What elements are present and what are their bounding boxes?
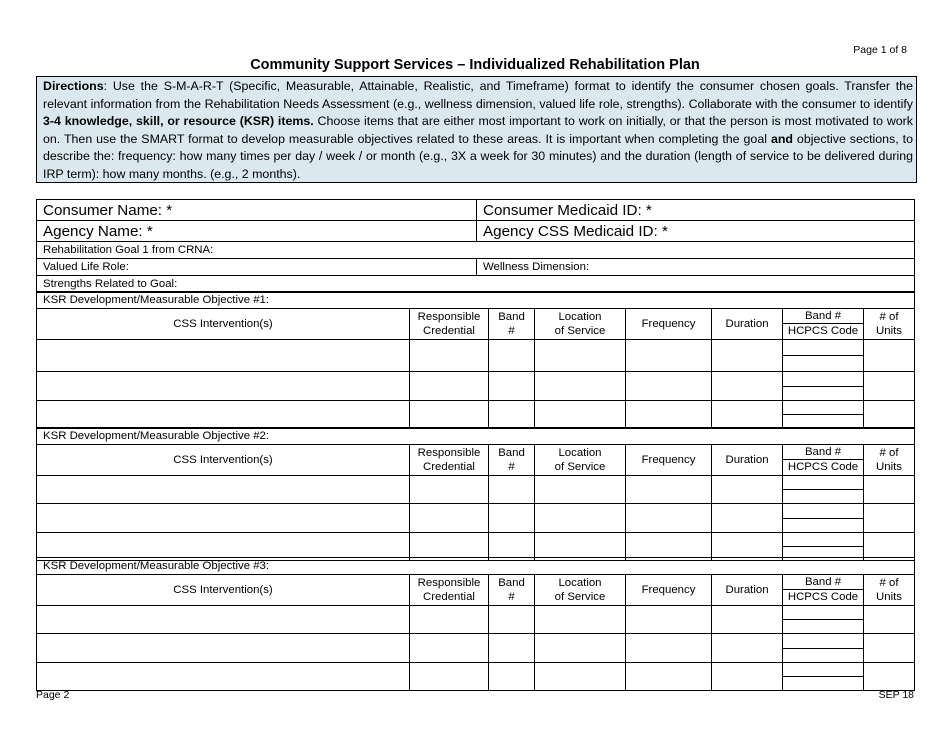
consumer-name-field[interactable]: Consumer Name: * bbox=[37, 200, 477, 221]
table-cell[interactable] bbox=[535, 372, 626, 401]
table-cell[interactable] bbox=[489, 401, 535, 429]
band-hcpcs-cell[interactable] bbox=[783, 476, 864, 504]
valued-life-role-field[interactable]: Valued Life Role: bbox=[37, 259, 477, 276]
table-cell[interactable] bbox=[410, 634, 489, 663]
col-units: # of Units bbox=[864, 575, 915, 606]
table-cell[interactable] bbox=[712, 476, 783, 504]
col-band-hcpcs: Band # HCPCS Code bbox=[783, 445, 864, 476]
table-cell[interactable] bbox=[712, 340, 783, 372]
table-cell[interactable] bbox=[489, 504, 535, 533]
col-band-hcpcs: Band # HCPCS Code bbox=[783, 575, 864, 606]
band-hcpcs-cell[interactable] bbox=[783, 504, 864, 533]
directions-label: Directions bbox=[43, 79, 104, 93]
agency-name-field[interactable]: Agency Name: * bbox=[37, 221, 477, 242]
table-cell[interactable] bbox=[489, 372, 535, 401]
strengths-field[interactable]: Strengths Related to Goal: bbox=[37, 276, 915, 293]
band-hcpcs-cell[interactable] bbox=[783, 663, 864, 691]
table-cell[interactable] bbox=[37, 504, 410, 533]
table-cell[interactable] bbox=[712, 634, 783, 663]
table-cell[interactable] bbox=[535, 476, 626, 504]
col-frequency: Frequency bbox=[626, 575, 712, 606]
table-cell[interactable] bbox=[37, 663, 410, 691]
col-css-interventions: CSS Intervention(s) bbox=[37, 309, 410, 340]
table-cell[interactable] bbox=[626, 606, 712, 634]
table-cell[interactable] bbox=[535, 634, 626, 663]
col-band: Band # bbox=[489, 309, 535, 340]
objective-label[interactable]: KSR Development/Measurable Objective #2: bbox=[37, 428, 915, 445]
table-cell[interactable] bbox=[410, 504, 489, 533]
page-number: Page 1 of 8 bbox=[853, 44, 907, 56]
table-cell[interactable] bbox=[712, 504, 783, 533]
directions-bold-ksr: 3-4 knowledge, skill, or resource (KSR) items. bbox=[43, 114, 314, 129]
table-cell[interactable] bbox=[489, 340, 535, 372]
table-cell[interactable] bbox=[410, 340, 489, 372]
col-location: Location of Service bbox=[535, 309, 626, 340]
table-cell[interactable] bbox=[535, 606, 626, 634]
col-band: Band # bbox=[489, 445, 535, 476]
table-cell[interactable] bbox=[626, 476, 712, 504]
table-cell[interactable] bbox=[489, 476, 535, 504]
table-cell[interactable] bbox=[410, 401, 489, 429]
consumer-info-table bbox=[36, 199, 915, 293]
table-cell[interactable] bbox=[410, 663, 489, 691]
col-css-interventions: CSS Intervention(s) bbox=[37, 575, 410, 606]
table-cell[interactable] bbox=[626, 504, 712, 533]
table-cell[interactable] bbox=[37, 606, 410, 634]
table-cell[interactable] bbox=[535, 401, 626, 429]
table-cell[interactable] bbox=[489, 634, 535, 663]
table-cell[interactable] bbox=[37, 634, 410, 663]
page-title: Community Support Services – Individualized Rehabilitation Plan bbox=[250, 57, 700, 73]
table-cell[interactable] bbox=[864, 504, 915, 533]
table-cell[interactable] bbox=[864, 663, 915, 691]
col-band-hcpcs: Band # HCPCS Code bbox=[783, 309, 864, 340]
table-cell[interactable] bbox=[712, 663, 783, 691]
objective-label[interactable]: KSR Development/Measurable Objective #3: bbox=[37, 558, 915, 575]
col-duration: Duration bbox=[712, 575, 783, 606]
table-cell[interactable] bbox=[864, 476, 915, 504]
table-cell[interactable] bbox=[410, 372, 489, 401]
table-cell[interactable] bbox=[489, 606, 535, 634]
objective-label[interactable]: KSR Development/Measurable Objective #1: bbox=[37, 292, 915, 309]
objective-table bbox=[36, 291, 915, 429]
table-cell[interactable] bbox=[712, 606, 783, 634]
directions-text-1: : Use the S-M-A-R-T (Specific, Measurable, Attainable, Realistic, and Timeframe) format to identify the consumer chosen goals. Transfer the relevant information from the Rehabilitation Needs Assessment (e.g., wellness dimension, valued life role, strengths). Collaborate with the consumer to identify bbox=[43, 79, 913, 111]
table-cell[interactable] bbox=[712, 372, 783, 401]
col-units: # of Units bbox=[864, 309, 915, 340]
col-responsible-credential: Responsible Credential bbox=[410, 445, 489, 476]
band-hcpcs-cell[interactable] bbox=[783, 401, 864, 429]
rehab-goal-field[interactable]: Rehabilitation Goal 1 from CRNA: bbox=[37, 242, 915, 259]
table-cell[interactable] bbox=[864, 606, 915, 634]
col-frequency: Frequency bbox=[626, 309, 712, 340]
table-cell[interactable] bbox=[37, 476, 410, 504]
objective-table bbox=[36, 557, 915, 691]
col-location: Location of Service bbox=[535, 445, 626, 476]
agency-css-medicaid-field[interactable]: Agency CSS Medicaid ID: * bbox=[477, 221, 915, 242]
table-cell[interactable] bbox=[626, 401, 712, 429]
wellness-dimension-field[interactable]: Wellness Dimension: bbox=[477, 259, 915, 276]
col-units: # of Units bbox=[864, 445, 915, 476]
table-cell[interactable] bbox=[712, 401, 783, 429]
table-cell[interactable] bbox=[864, 340, 915, 372]
col-duration: Duration bbox=[712, 309, 783, 340]
consumer-medicaid-field[interactable]: Consumer Medicaid ID: * bbox=[477, 200, 915, 221]
table-cell[interactable] bbox=[37, 340, 410, 372]
band-hcpcs-cell[interactable] bbox=[783, 340, 864, 372]
col-location: Location of Service bbox=[535, 575, 626, 606]
band-hcpcs-cell[interactable] bbox=[783, 372, 864, 401]
table-cell[interactable] bbox=[535, 340, 626, 372]
table-cell[interactable] bbox=[626, 634, 712, 663]
col-css-interventions: CSS Intervention(s) bbox=[37, 445, 410, 476]
band-hcpcs-cell[interactable] bbox=[783, 606, 864, 634]
col-band: Band # bbox=[489, 575, 535, 606]
col-duration: Duration bbox=[712, 445, 783, 476]
directions-text-2: Choose items that are either most important to work on initially, or that the person is most motivated to work on. Then use the SMART format to develop measurable objectives related to these areas. It is important when completing the goal bbox=[43, 114, 914, 146]
footer-date: SEP 18 bbox=[878, 689, 914, 701]
directions-bold-and: and bbox=[770, 131, 793, 146]
table-cell[interactable] bbox=[37, 401, 410, 429]
directions-text-3: objective sections, to describe the: frequency: how many times per day / week / or month (e.g., 3X a week for 30 minutes) and the duration (length of service to be delivered during IRP term): how many months. (e.g., 2 months). bbox=[43, 131, 913, 181]
col-frequency: Frequency bbox=[626, 445, 712, 476]
table-cell[interactable] bbox=[410, 606, 489, 634]
table-cell[interactable] bbox=[489, 663, 535, 691]
col-responsible-credential: Responsible Credential bbox=[410, 575, 489, 606]
table-cell[interactable] bbox=[37, 372, 410, 401]
directions-box bbox=[36, 76, 917, 183]
table-cell[interactable] bbox=[535, 504, 626, 533]
table-cell[interactable] bbox=[535, 663, 626, 691]
table-cell[interactable] bbox=[864, 401, 915, 429]
table-cell[interactable] bbox=[864, 372, 915, 401]
table-cell[interactable] bbox=[626, 663, 712, 691]
objective-table bbox=[36, 427, 915, 561]
footer-page: Page 2 bbox=[36, 689, 70, 701]
table-cell[interactable] bbox=[626, 340, 712, 372]
col-responsible-credential: Responsible Credential bbox=[410, 309, 489, 340]
table-cell[interactable] bbox=[626, 372, 712, 401]
table-cell[interactable] bbox=[410, 476, 489, 504]
band-hcpcs-cell[interactable] bbox=[783, 634, 864, 663]
table-cell[interactable] bbox=[864, 634, 915, 663]
